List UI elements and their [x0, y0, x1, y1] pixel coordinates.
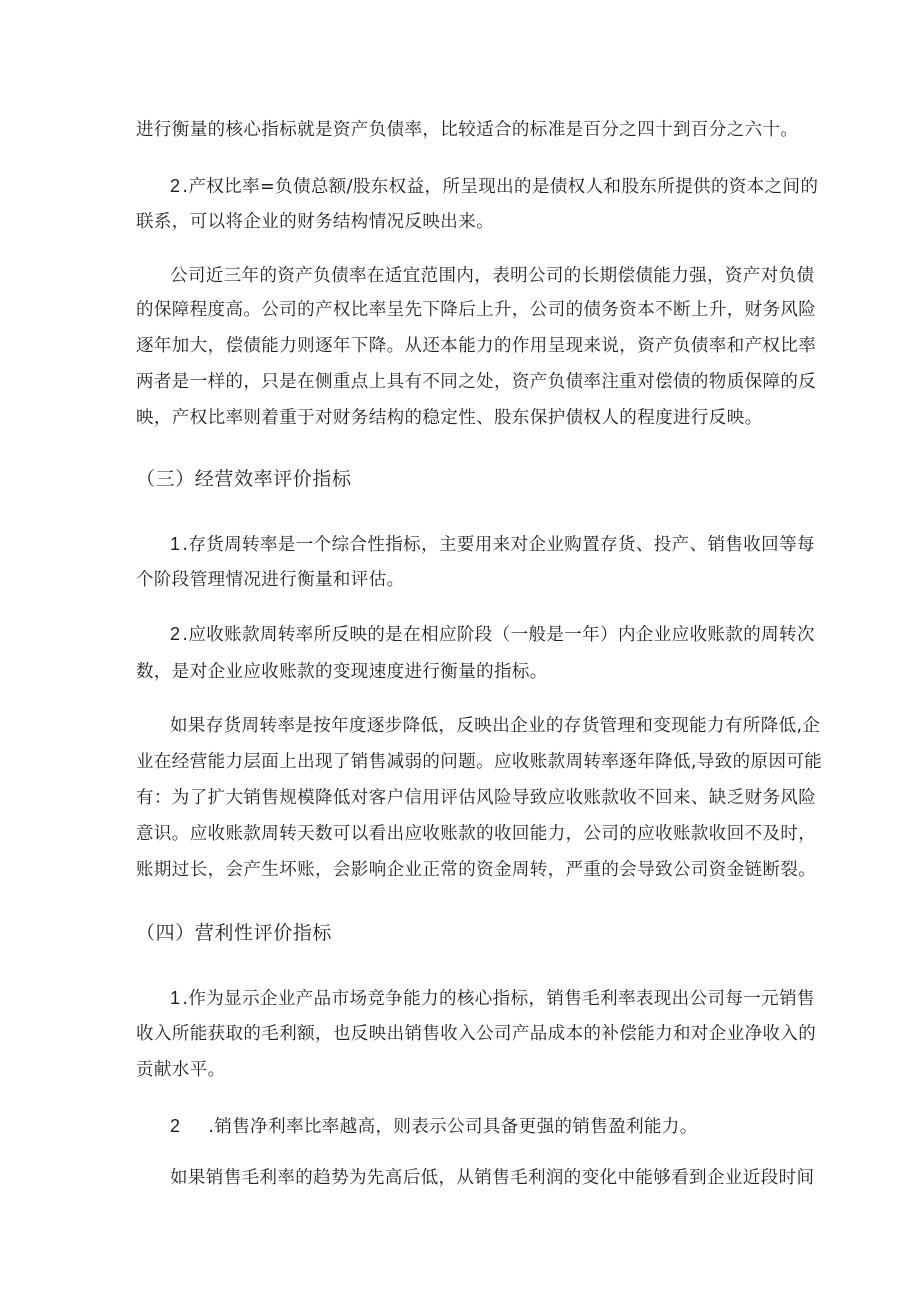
paragraph-line: 公司近三年的资产负债率在适宜范围内，表明公司的长期偿债能力强，资产对负债 — [170, 266, 815, 286]
paragraph-line: 有：为了扩大销售规模降低对客户信用评估风险导致应收账款收不回来、缺乏财务风险 — [136, 788, 817, 808]
list-text: .存货周转率是一个综合性指标，主要用来对企业购置存货、投产、销售收回等每 — [182, 535, 815, 555]
paragraph-line: 两者是一样的，只是在侧重点上具有不同之处，资产负债率注重对偿债的物质保障的反 — [136, 372, 817, 392]
list-number: 1 — [170, 534, 181, 554]
list-number: 1 — [170, 988, 181, 1008]
paragraph-line: 数，是对企业应收账款的变现速度进行衡量的指标。 — [136, 662, 548, 682]
list-text: .产权比率=负债总额/股东权益，所呈现出的是债权人和股东所提供的资本之间的 — [182, 177, 819, 197]
paragraph-line: 进行衡量的核心指标就是资产负债率，比较适合的标准是百分之四十到百分之六十。 — [136, 120, 799, 140]
list-item-2-line1 — [170, 174, 818, 199]
paragraph-line: 业在经营能力层面上出现了销售减弱的问题。应收账款周转率逐年降低,导致的原因可能 — [136, 752, 823, 772]
paragraph-line: 的保障程度高。公司的产权比率呈先下降后上升，公司的债务资本不断上升，财务风险 — [136, 300, 817, 320]
list-number: 2 — [170, 1116, 181, 1136]
list-item-1-line1 — [170, 532, 815, 557]
list-number: 2 — [170, 624, 181, 644]
paragraph-line: 映，产权比率则着重于对财务结构的稳定性、股东保护债权人的程度进行反映。 — [136, 408, 763, 428]
paragraph-line: 如果存货周转率是按年度逐步降低，反映出企业的存货管理和变现能力有所降低,企 — [170, 716, 821, 736]
list-item-2-line1 — [170, 1114, 698, 1139]
list-text: .应收账款周转率所反映的是在相应阶段（一般是一年）内企业应收账款的周转次 — [182, 625, 815, 645]
paragraph-line: 逐年加大，偿债能力则逐年下降。从还本能力的作用呈现来说，资产负债率和产权比率 — [136, 336, 817, 356]
list-text: .作为显示企业产品市场竞争能力的核心指标，销售毛利率表现出公司每一元销售 — [182, 989, 815, 1009]
paragraph-line: 如果销售毛利率的趋势为先高后低，从销售毛利润的变化中能够看到企业近段时间 — [170, 1168, 815, 1188]
section-heading-3: （三）经营效率评价指标 — [136, 468, 352, 490]
list-item-2-line1 — [170, 622, 815, 647]
list-item-1-line1 — [170, 986, 815, 1011]
list-text: .销售净利率比率越高，则表示公司具备更强的销售盈利能力。 — [208, 1117, 698, 1137]
paragraph-line: 收入所能获取的毛利额，也反映出销售收入公司产品成本的补偿能力和对企业净收入的 — [136, 1024, 817, 1044]
paragraph-line: 联系，可以将企业的财务结构情况反映出来。 — [136, 212, 494, 232]
list-number: 2 — [170, 176, 181, 196]
paragraph-line: 账期过长，会产生坏账，会影响企业正常的资金周转，严重的会导致公司资金链断裂。 — [136, 860, 817, 880]
paragraph-line: 贡献水平。 — [136, 1060, 226, 1080]
paragraph-line: 意识。应收账款周转天数可以看出应收账款的收回能力，公司的应收账款收回不及时， — [136, 824, 817, 844]
paragraph-line: 个阶段管理情况进行衡量和评估。 — [136, 570, 405, 590]
section-heading-4: （四）营利性评价指标 — [136, 922, 333, 944]
